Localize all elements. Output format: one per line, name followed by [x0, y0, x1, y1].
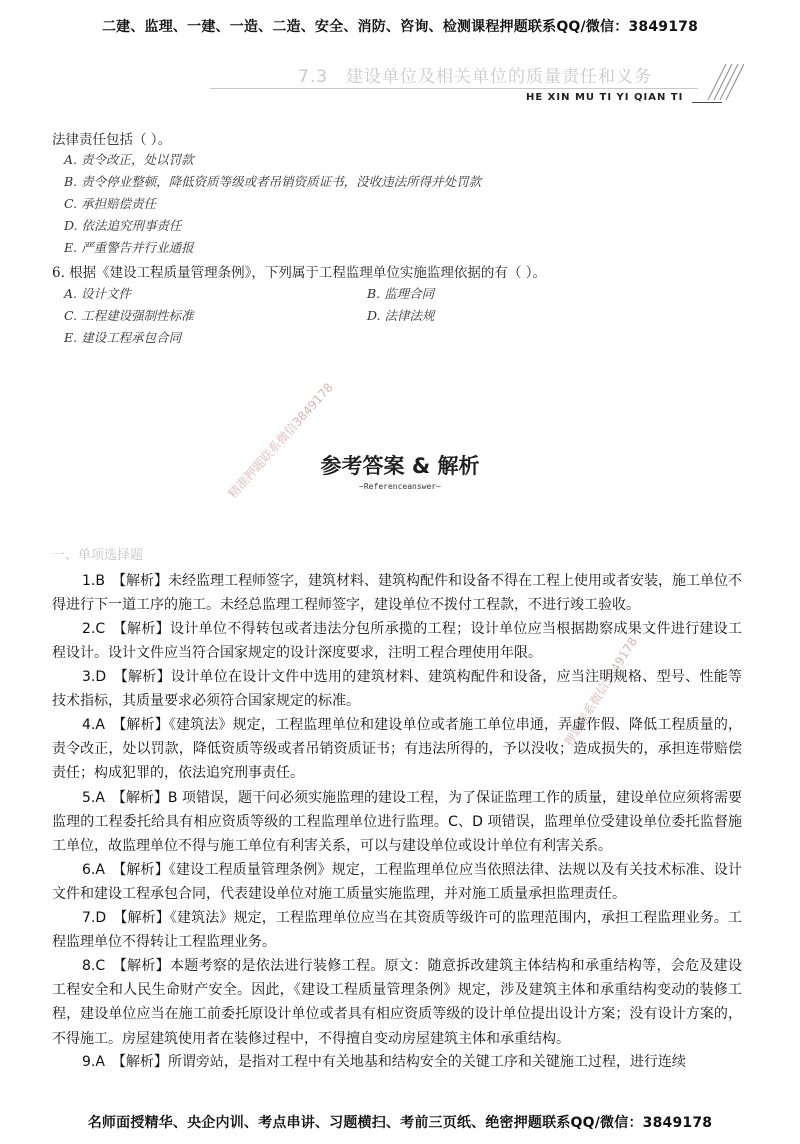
answer-item: 8.C 【解析】本题考察的是依法进行装修工程。原文：随意拆改建筑主体结构和承重结构等，会危及建设工程安全和人民生命财产安全。因此，《建设工程质量管理条例》规定，涉及建筑主体和承重结构变动的装修工程，建设单位应当在施工前委托原设计单位或者具有相应资质等级的设计单位提出设计方案；没有设计方案的，不得施工。房屋建筑使用者在装修过程中，不得擅自变动房屋建筑主体和承重结构。: [52, 958, 742, 1047]
answer-item: 2.C 【解析】设计单位不得转包或者违法分包所承揽的工程；设计单位应当根据勘察成果文件进行建设工程设计。设计文件应当符合国家规定的设计深度要求，注明工程合理使用年限。: [52, 621, 742, 662]
watermark: 押题联系微信3849178: [561, 634, 641, 749]
q5-option-d: D. 依法追究刑事责任: [64, 218, 182, 233]
answer-item: 4.A 【解析】《建筑法》规定，工程监理单位和建设单位或者施工单位串通，弄虚作假、降低工程质量的，责令改正，处以罚款，降低资质等级或者吊销资质证书；有违法所得的，予以没收；造成损失的，承担连带赔偿责任；构成犯罪的，依法追究刑事责任。: [52, 717, 742, 782]
answer-item: 1.B 【解析】未经监理工程师签字，建筑材料、建筑构配件和设备不得在工程上使用或者安装，施工单位不得进行下一道工序的施工。未经总监理工程师签字，建设单位不拨付工程款，不进行竣工验收。: [52, 573, 742, 614]
watermark: 精准押题联系微信3849178: [225, 380, 336, 501]
q5-option-a: A. 责令改正，处以罚款: [64, 152, 194, 167]
bottom-banner: 名师面授精华、央企内训、考点串讲、习题横扫、考前三页纸、绝密押题联系QQ/微信：3849178: [87, 1115, 713, 1131]
answer-item: 5.A 【解析】B 项错误，题干问必须实施监理的建设工程，为了保证监理工作的质量，建设单位应须将需要监理的工程委托给具有相应资质等级的工程监理单位进行监理。C、D 项错误，监理单位受建设单位委托监督施工单位，故监理单位不得与施工单位有利害关系，可以与建设单位或设计单位有利害关系。: [52, 790, 742, 855]
q5-option-e: E. 严重警告并行业通报: [64, 240, 194, 255]
top-banner: 二建、监理、一建、一造、二造、安全、消防、咨询、检测课程押题联系QQ/微信：3849178: [101, 19, 699, 35]
question-6-stem: 6. 根据《建设工程质量管理条例》，下列属于工程监理单位实施监理依据的有（ ）。: [52, 265, 546, 281]
answers-title: 参考答案 & 解析: [320, 454, 480, 478]
answer-item: 6.A 【解析】《建设工程质量管理条例》规定，工程监理单位应当依照法律、法规以及有关技术标准、设计文件和建设工程承包合同，代表建设单位对施工质量实施监理，并对施工质量承担监理责任。: [52, 862, 742, 903]
q6-option-e: E. 建设工程承包合同: [64, 330, 182, 345]
answers-subtitle: ~Referenceanswer~: [359, 482, 441, 491]
section-heading: 一、单项选择题: [52, 548, 144, 563]
chapter-title: 7.3 建设单位及相关单位的质量责任和义务: [298, 67, 653, 87]
q6-option-a: A. 设计文件: [64, 286, 131, 301]
q6-option-d: D. 法律法规: [367, 308, 435, 323]
q5-option-b: B. 责令停业整顿，降低资质等级或者吊销资质证书，没收违法所得并处罚款: [64, 174, 482, 189]
header-divider: [210, 88, 698, 89]
hatch-decoration-icon: [700, 60, 744, 102]
q6-option-b: B. 监理合同: [367, 286, 435, 301]
answer-item: 7.D 【解析】《建筑法》规定，工程监理单位应当在其资质等级许可的监理范围内，承担工程监理业务。工程监理单位不得转让工程监理业务。: [52, 910, 742, 951]
header-divider-short: [692, 102, 722, 103]
q5-option-c: C. 承担赔偿责任: [64, 196, 157, 211]
q6-option-c: C. 工程建设强制性标准: [64, 308, 194, 323]
answer-item: 9.A 【解析】所谓旁站，是指对工程中有关地基和结构安全的关键工序和关键施工过程，进行连续: [82, 1054, 686, 1070]
answer-item: 3.D 【解析】设计单位在设计文件中选用的建筑材料、建筑构配件和设备，应当注明规格、型号、性能等技术指标，其质量要求必须符合国家规定的标准。: [52, 669, 742, 710]
question-5-tail: 法律责任包括（ ）。: [52, 132, 172, 148]
chapter-pinyin: HE XIN MU TI YI QIAN TI: [526, 92, 684, 103]
